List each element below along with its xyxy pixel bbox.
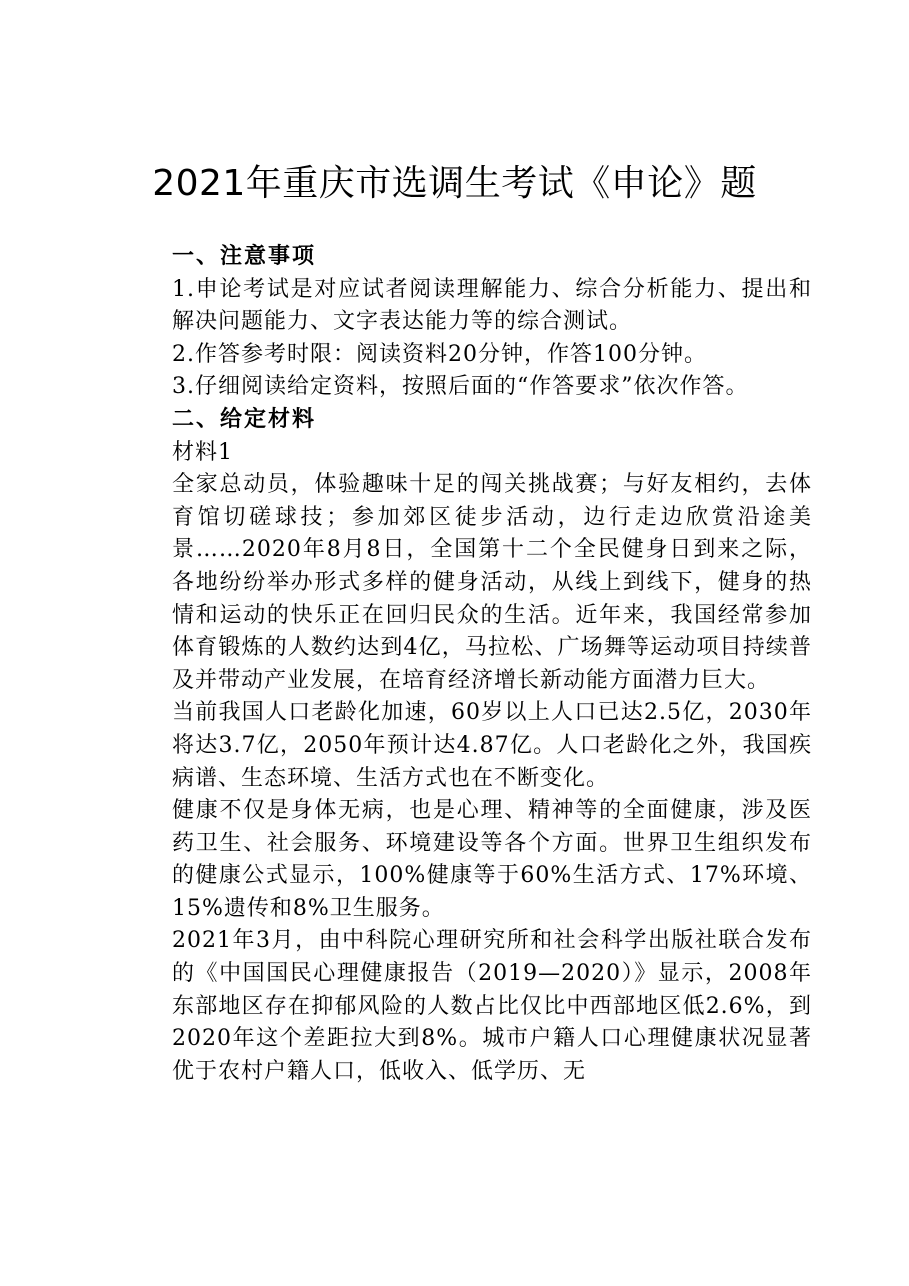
note-item: 3.仔细阅读给定资料，按照后面的“作答要求”依次作答。 [172,374,749,400]
document-title: 2021年重庆市选调生考试《申论》题 [152,163,757,204]
material-paragraph: 健康不仅是身体无病，也是心理、精神等的全面健康，涉及医药卫生、社会服务、环境建设等各个方面。世界卫生组织发布的健康公式显示，100%健康等于60%生活方式、17%环境、15%遗传和8%卫生服务。 [172,798,812,921]
section-heading-materials: 二、给定材料 [172,406,317,432]
section-heading-notes: 一、注意事项 [172,244,317,269]
material-paragraph: 全家总动员，体验趣味十足的闯关挑战赛；与好友相约，去体育馆切磋球技；参加郊区徒步活动，边行走边欣赏沿途美景……2020年8月8日，全国第十二个全民健身日到来之际，各地纷纷举办形式多样的健身活动，从线上到线下，健身的热情和运动的快乐正在回归民众的生活。近年来，我国经常参加体育锻炼的人数约达到4亿，马拉松、广场舞等运动项目持续普及并带动产业发展，在培育经济增长新动能方面潜力巨大。 [172,472,812,693]
document-body [172,241,812,1088]
note-item: 1.申论考试是对应试者阅读理解能力、综合分析能力、提出和解决问题能力、文字表达能力等的综合测试。 [172,276,812,335]
material-label: 材料1 [172,439,233,465]
note-item: 2.作答参考时限：阅读资料20分钟，作答100分钟。 [172,341,707,367]
material-paragraph: 当前我国人口老龄化加速，60岁以上人口已达2.5亿，2030年将达3.7亿，2050年预计达4.87亿。人口老龄化之外，我国疾病谱、生态环境、生活方式也在不断变化。 [172,700,812,791]
material-paragraph: 2021年3月，由中科院心理研究所和社会科学出版社联合发布的《中国国民心理健康报告（2019—2020）》显示，2008年东部地区存在抑郁风险的人数占比仅比中西部地区低2.6%，到2020年这个差距拉大到8%。城市户籍人口心理健康状况显著优于农村户籍人口，低收入、低学历、无 [172,928,812,1084]
